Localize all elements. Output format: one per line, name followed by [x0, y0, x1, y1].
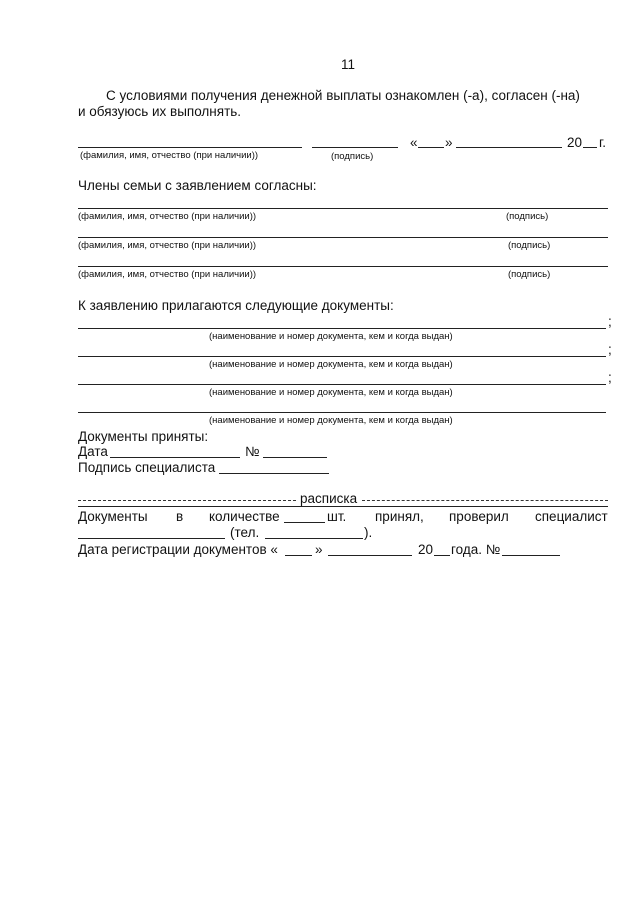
consent-sign-line: [312, 147, 398, 148]
attachment-caption-2: (наименование и номер документа, кем и когда выдан): [209, 359, 453, 370]
attachment-sep-1: ;: [608, 314, 612, 329]
consent-line-2: и обязуюсь их выполнять.: [78, 104, 242, 119]
family-fio-caption-2: (фамилия, имя, отчество (при наличии)): [78, 240, 257, 251]
accepted-date-line: [110, 457, 240, 458]
consent-day-line: [418, 147, 444, 148]
receipt-word-3: количестве: [209, 509, 280, 524]
receipt-specialist-line: [78, 538, 225, 539]
accepted-heading: Документы приняты:: [78, 429, 209, 444]
accepted-specialist-label: Подпись специалиста: [78, 460, 216, 475]
consent-year-prefix: 20: [567, 135, 583, 150]
consent-fio-line: [78, 147, 302, 148]
receipt-reg-month-line: [328, 555, 412, 556]
consent-date-close: »: [445, 135, 453, 150]
attachment-line-4: [78, 412, 606, 413]
receipt-title: расписка: [300, 491, 358, 506]
receipt-reg-suffix: года. №: [451, 542, 501, 557]
accepted-number-line: [263, 457, 327, 458]
accepted-date-label: Дата: [78, 444, 108, 459]
consent-sign-caption: (подпись): [331, 151, 374, 162]
family-heading: Члены семьи с заявлением согласны:: [78, 178, 317, 193]
attachment-sep-2: ;: [608, 342, 612, 357]
page-number: 11: [341, 57, 356, 72]
attachment-line-2: [78, 356, 606, 357]
receipt-reg-year: 20: [418, 542, 434, 557]
receipt-word-6: проверил: [449, 509, 509, 524]
accepted-number-label: №: [245, 444, 260, 459]
consent-fio-caption: (фамилия, имя, отчество (при наличии)): [80, 150, 259, 161]
attachment-sep-3: ;: [608, 370, 612, 385]
consent-year-suffix: г.: [599, 135, 607, 150]
receipt-reg-day-line: [285, 555, 312, 556]
receipt-word-5: принял,: [375, 509, 424, 524]
receipt-tel-label: (тел.: [230, 525, 260, 540]
receipt-tel-close: ).: [364, 525, 373, 540]
consent-month-line: [456, 147, 562, 148]
family-sign-caption-1: (подпись): [506, 211, 549, 222]
family-line-3: [78, 266, 608, 267]
consent-date-open: «: [410, 135, 418, 150]
receipt-reg-mid: »: [315, 542, 323, 557]
receipt-reg-number-line: [502, 555, 560, 556]
receipt-word-4: шт.: [327, 509, 347, 524]
receipt-top-rule: [78, 506, 608, 507]
accepted-specialist-line: [219, 473, 329, 474]
attachment-caption-4: (наименование и номер документа, кем и когда выдан): [209, 415, 453, 426]
receipt-word-2: в: [176, 509, 184, 524]
family-line-2: [78, 237, 608, 238]
receipt-dash-right: [362, 500, 608, 501]
family-sign-caption-3: (подпись): [508, 269, 551, 280]
attachments-heading: К заявлению прилагаются следующие документы:: [78, 298, 394, 313]
attachment-line-3: [78, 384, 606, 385]
attachment-caption-1: (наименование и номер документа, кем и когда выдан): [209, 331, 453, 342]
attachment-caption-3: (наименование и номер документа, кем и когда выдан): [209, 387, 453, 398]
family-fio-caption-3: (фамилия, имя, отчество (при наличии)): [78, 269, 257, 280]
receipt-dash-left: [78, 500, 296, 501]
receipt-count-line: [284, 522, 325, 523]
family-fio-caption-1: (фамилия, имя, отчество (при наличии)): [78, 211, 257, 222]
receipt-word-1: Документы: [78, 509, 148, 524]
receipt-tel-line: [265, 538, 363, 539]
consent-line-1: С условиями получения денежной выплаты ознакомлен (-а), согласен (-на): [106, 88, 580, 103]
receipt-reg-year-line: [434, 555, 450, 556]
receipt-word-7: специалист: [535, 509, 608, 524]
family-line-1: [78, 208, 608, 209]
receipt-reg-label: Дата регистрации документов «: [78, 542, 278, 557]
family-sign-caption-2: (подпись): [508, 240, 551, 251]
consent-year-line: [583, 147, 597, 148]
attachment-line-1: [78, 328, 606, 329]
